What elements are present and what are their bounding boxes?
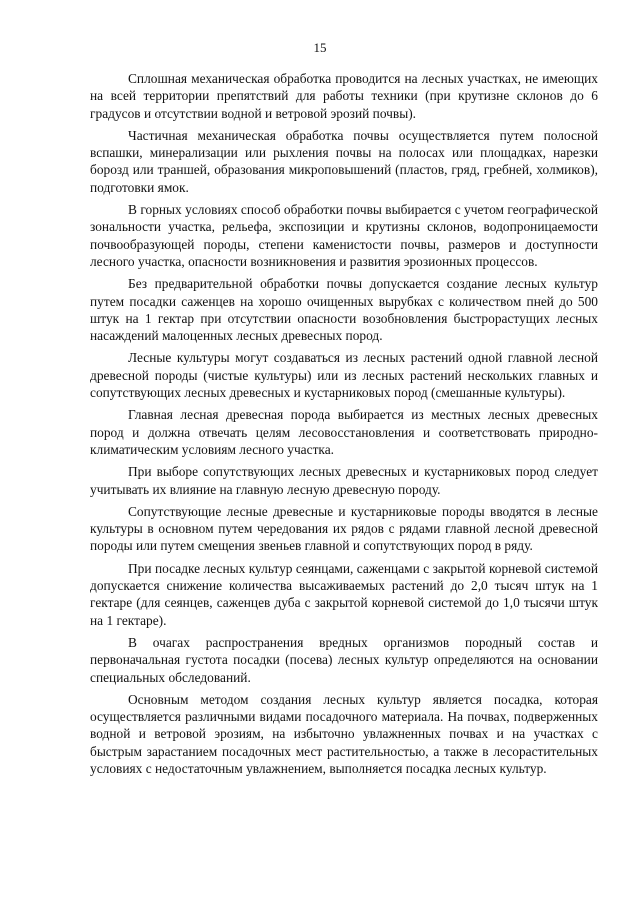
paragraph: Без предварительной обработки почвы допускается создание лесных культур путем посадки саженцев на хорошо очищенных вырубках с количеством пней до 500 штук на 1 гектар при отсутствии опасности возобновления быстрорастущих лесных насаждений малоценных лесных древесных пород. [90, 276, 598, 344]
paragraph: Основным методом создания лесных культур является посадка, которая осуществляется различными видами посадочного материала. На почвах, подверженных водной и ветровой эрозиям, на избыточно увлажненных почвах и на участках с быстрым зарастанием посадочных мест растительностью, а также в лесорастительных условиях с недостаточным увлажнением, выполняется посадка лесных культур. [90, 691, 598, 776]
page-number: 15 [313, 40, 327, 55]
paragraph: Главная лесная древесная порода выбирается из местных лесных древесных пород и должна отвечать целям лесовосстановления и соответствовать природно-климатическим условиям лесного участка. [90, 407, 598, 457]
paragraph: В очагах распространения вредных организмов породный состав и первоначальная густота посадки (посева) лесных культур определяются на основании специальных обследований. [90, 634, 598, 685]
paragraph: Сопутствующие лесные древесные и кустарниковые породы вводятся в лесные культуры в основном путем чередования их рядов с рядами главной лесной древесной породы или путем смещения звеньев главной и сопутствующих пород в ряду. [90, 503, 598, 554]
paragraph: При выборе сопутствующих лесных древесных и кустарниковых пород следует учитывать их влияние на главную лесную древесную породу. [90, 464, 598, 497]
paragraph: Частичная механическая обработка почвы осуществляется путем полосной вспашки, минерализации или рыхления почвы на полосах или площадках, нарезки борозд или траншей, образования микроповышений (пластов, гряд, гребней, холмиков), подготовки ямок. [90, 127, 598, 195]
paragraph: Сплошная механическая обработка проводится на лесных участках, не имеющих на всей территории препятствий для работы техники (при крутизне склонов до 6 градусов и отсутствии водной и ветровой эрозий почвы). [90, 71, 598, 121]
paragraph: При посадке лесных культур сеянцами, саженцами с закрытой корневой системой допускается снижение количества высаживаемых растений до 2,0 тысяч штук на 1 гектаре (для сеянцев, саженцев дуба с закрытой корневой системой до 1,0 тысячи штук на 1 гектаре). [90, 560, 598, 628]
paragraph: В горных условиях способ обработки почвы выбирается с учетом географической зональности участка, рельефа, экспозиции и крутизны склонов, водопроницаемости почвообразующей породы, степени каменистости почвы, размеров и доступности лесного участка, опасности возникновения и развития эрозионных процессов. [90, 202, 598, 269]
paragraph: Лесные культуры могут создаваться из лесных растений одной главной лесной древесной породы (чистые культуры) или из лесных растений нескольких главных и сопутствующих лесных древесных и кустарниковых пород (смешанные культуры). [90, 350, 598, 401]
page-body [90, 70, 598, 782]
